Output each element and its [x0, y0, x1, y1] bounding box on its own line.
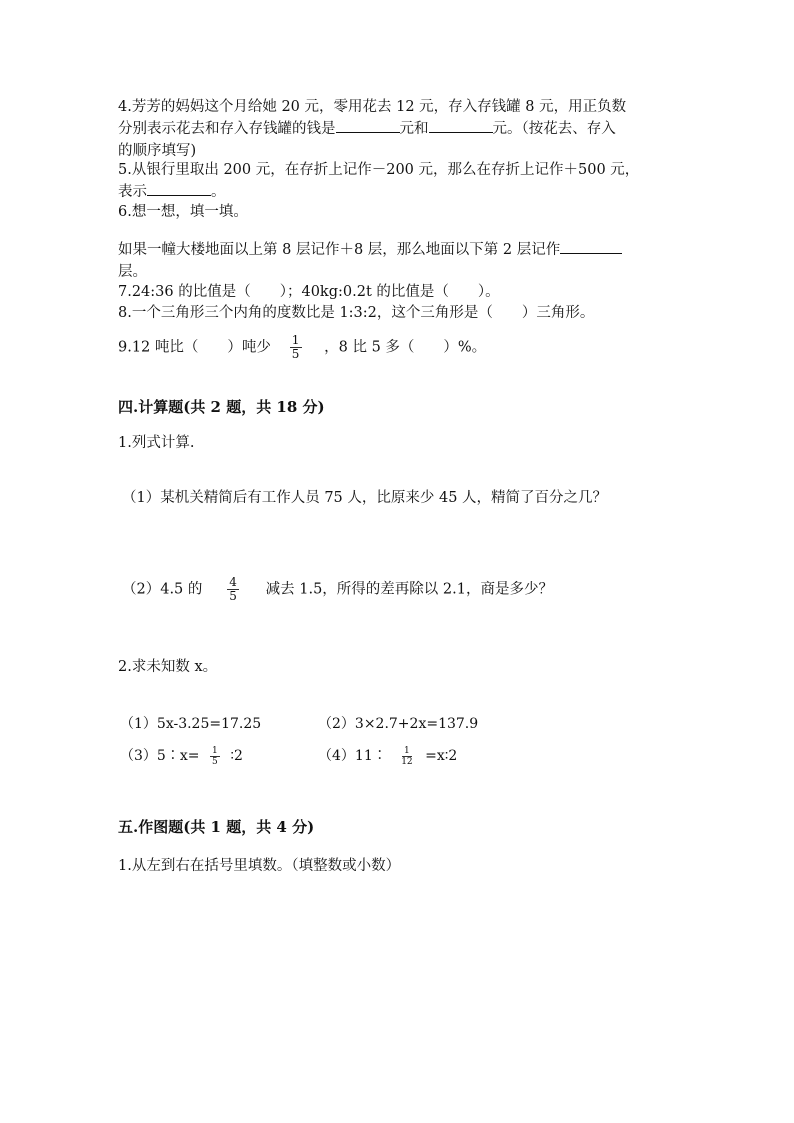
q4-line1: 4.芳芳的妈妈这个月给她 20 元，零用花去 12 元，存入存钱罐 8 元，用正负数: [118, 99, 627, 115]
equation-4-fraction: [399, 746, 414, 767]
q5-blank[interactable]: [147, 181, 211, 196]
q9-frac-den: 5: [291, 347, 300, 361]
sec5-p1: 1.从左到右在括号里填数。（填整数或小数）: [118, 858, 401, 874]
equation-3-den: 5: [212, 756, 218, 767]
sec4-p1-2: [122, 576, 553, 603]
equation-2: （2）3×2.7+2x=137.9: [318, 716, 479, 732]
equation-3-fraction: [210, 746, 220, 767]
q8-text: 8.一个三角形三个内角的度数比是 1:3:2，这个三角形是（ ）三角形。: [118, 305, 595, 321]
section-4-title: 四.计算题(共 2 题，共 18 分): [118, 398, 325, 416]
sec4-p1-2-b: 减去 1.5，所得的差再除以 2.1，商是多少？: [265, 581, 553, 598]
q5-line2-a: 表示: [118, 184, 147, 200]
q5-line2-b: 。: [211, 184, 226, 200]
sec4-p1-1: （1）某机关精简后有工作人员 75 人，比原来少 45 人，精简了百分之几？: [122, 490, 608, 506]
sec4-p2: 2.求未知数 x。: [118, 659, 218, 675]
q4-line3: 的顺序填写): [118, 143, 197, 159]
q5-line2: [118, 181, 226, 203]
equation-1: （1）5x-3.25=17.25: [120, 716, 262, 732]
section-5-title: 五.作图题(共 1 题，共 4 分): [118, 818, 315, 836]
equation-3-a: （3）5∶x=: [120, 748, 200, 764]
equation-4-b: =x∶2: [425, 748, 458, 764]
q9-text-b: ，8 比 5 多（ ）%。: [324, 339, 487, 356]
q4-blank-2[interactable]: [429, 118, 493, 133]
q7-text: 7.24:36 的比值是（ ）；40kg:0.2t 的比值是（ ）。: [118, 284, 500, 300]
sec4-p1: 1.列式计算.: [118, 435, 195, 451]
sec4-p1-2-den: 5: [229, 589, 237, 603]
sec4-p1-2-a: （2）4.5 的: [122, 581, 203, 598]
equation-3: [120, 745, 243, 767]
q4-line2: [118, 118, 616, 140]
q6-line2: [118, 239, 622, 261]
q6-blank[interactable]: [560, 239, 622, 254]
equation-3-num: 1: [212, 745, 218, 756]
sec4-p1-2-num: 4: [229, 575, 237, 589]
equation-3-b: ∶2: [230, 748, 243, 764]
equation-4: [318, 745, 457, 767]
q9-text-a: 9.12 吨比（ ）吨少: [118, 339, 271, 356]
q9-frac-num: 1: [291, 333, 300, 347]
sec4-p1-2-fraction: [227, 576, 239, 603]
q4-blank-1[interactable]: [336, 118, 400, 133]
q4-line2-a: 分别表示花去和存入存钱罐的钱是: [118, 121, 336, 137]
q4-line2-c: 元。（按花去、存入: [492, 121, 616, 137]
q9-line: [118, 334, 486, 361]
q6-line2-text: 如果一幢大楼地面以上第 8 层记作＋8 层，那么地面以下第 2 层记作: [118, 242, 561, 258]
equation-4-den: 12: [401, 756, 413, 767]
q6-line3: 层。: [118, 264, 147, 280]
q4-line2-b: 元和: [399, 121, 429, 137]
equation-4-num: 1: [404, 745, 410, 756]
equation-4-a: （4）11∶: [318, 748, 387, 764]
q5-line1: 5.从银行里取出 200 元，在存折上记作－200 元，那么在存折上记作＋500 元，: [118, 162, 640, 178]
q9-fraction: [290, 334, 302, 361]
q6-line1: 6.想一想，填一填。: [118, 204, 248, 220]
